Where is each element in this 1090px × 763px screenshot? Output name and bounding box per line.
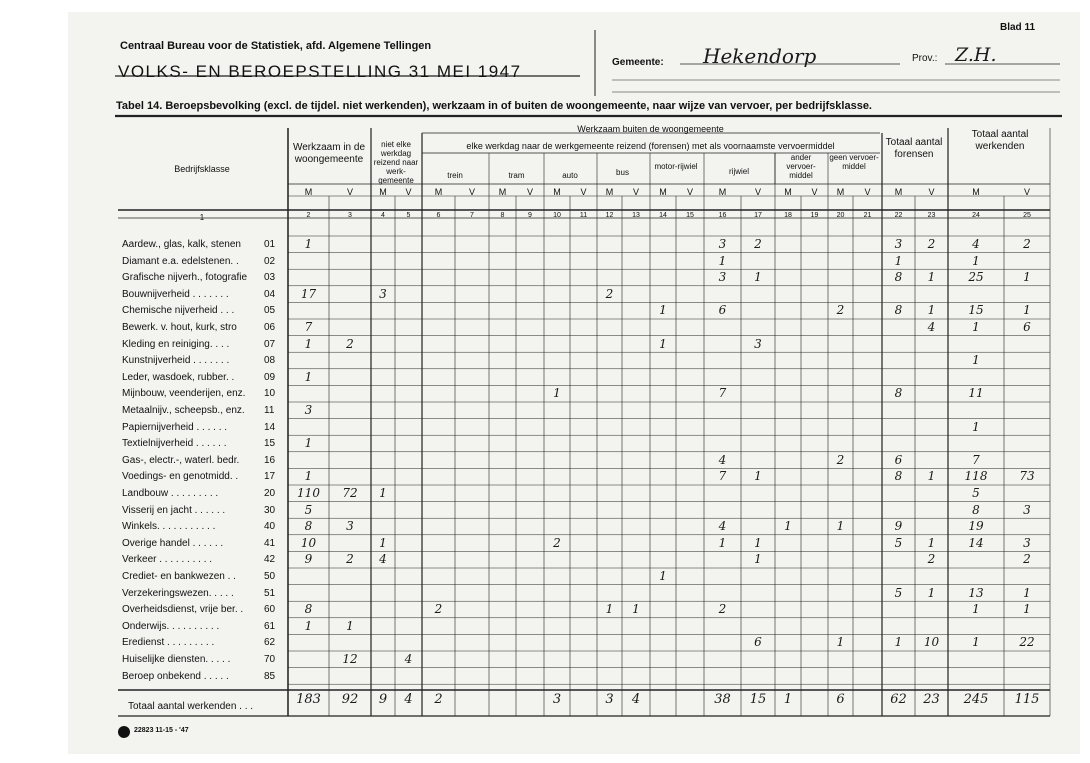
row-code: 50 [264, 571, 276, 582]
table-cell: 2 [718, 602, 727, 617]
mv-header-cell: M [498, 187, 507, 197]
header-motorrijwiel: motor-rijwiel [654, 162, 698, 171]
table-cell: 1 [659, 303, 667, 318]
table-cell: 73 [1019, 469, 1035, 484]
table-cell: 6 [894, 452, 903, 467]
row-code: 15 [264, 438, 276, 450]
mv-header-cell: V [526, 187, 533, 197]
table-cell: 5 [894, 585, 903, 600]
table-cell: 14 [968, 535, 984, 550]
row-code: 10 [264, 388, 276, 400]
table-cell: 1 [346, 618, 354, 633]
column-number: 25 [1023, 212, 1031, 219]
table-cell: 10 [300, 535, 317, 550]
table-cell: 8 [894, 469, 903, 484]
row-label: Mijnbouw, veenderijen, enz. [122, 388, 246, 400]
table-cell: 19 [968, 519, 984, 534]
prov-value: Z.H. [955, 44, 997, 66]
table-cell: 1 [972, 353, 980, 368]
gemeente-label: Gemeente: [612, 57, 664, 68]
print-mark-icon [118, 726, 130, 738]
table-cell: 1 [304, 336, 313, 351]
table-cell: 1 [632, 602, 640, 617]
total-cell: 62 [890, 692, 907, 707]
table-cell: 1 [304, 469, 313, 484]
table-cell: 1 [836, 519, 845, 534]
mv-header-cell: M [434, 187, 443, 197]
total-cell: 15 [749, 692, 767, 707]
table-cell: 1 [894, 635, 903, 650]
table-cell: 1 [659, 336, 667, 351]
table-cell: 12 [342, 652, 358, 666]
table-cell: 7 [304, 320, 313, 334]
mv-header-cell: M [304, 187, 313, 197]
table-cell: 11 [968, 386, 984, 401]
table-cell: 3 [1023, 502, 1031, 517]
row-code: 07 [264, 338, 276, 350]
header-totaal-werkenden: Totaal aantal werkenden [971, 129, 1029, 152]
column-number: 19 [810, 212, 819, 219]
row-label: Metaalnijv., scheepsb., enz. [122, 405, 245, 416]
mv-header-cell: V [811, 187, 818, 197]
row-label: Winkels. . . . . . . . . . . [122, 521, 216, 533]
table-cell: 2 [605, 286, 614, 301]
mv-header-cell: M [553, 187, 561, 197]
row-label: Visserij en jacht . . . . . . [122, 504, 226, 516]
column-number: 6 [436, 212, 441, 219]
bureau-line: Centraal Bureau voor de Statistiek, afd. Algemene Tellingen [120, 40, 432, 52]
table-cell: 2 [927, 237, 936, 251]
table-cell: 1 [718, 253, 727, 268]
row-label: Diamant e.a. edelstenen. . [122, 255, 239, 267]
row-code: 08 [264, 355, 276, 367]
row-code: 09 [264, 371, 276, 383]
table-cell: 1 [927, 535, 936, 550]
header-geen-vervoermiddel: geen vervoer-middel [829, 153, 879, 171]
table-cell: 1 [754, 469, 762, 484]
total-cell: 183 [296, 692, 321, 707]
row-code: 01 [264, 239, 276, 250]
row-code: 42 [264, 554, 276, 566]
table-cell: 1 [718, 535, 727, 550]
mv-header-cell: V [405, 187, 412, 197]
table-cell: 2 [836, 303, 845, 318]
header-niet-elke-werkdag: niet elke werkdag reizend naar werk-gemeente [373, 140, 419, 185]
table-cell: 4 [972, 237, 980, 251]
table-cell: 22 [1019, 635, 1035, 650]
row-label: Bewerk. v. hout, kurk, stro [122, 322, 237, 333]
row-label: Grafische nijverh., fotografie [122, 272, 248, 284]
table-cell: 8 [304, 602, 313, 617]
row-label: Verkeer . . . . . . . . . . [122, 554, 213, 566]
column-number: 10 [553, 212, 561, 219]
row-label: Voedings- en genotmidd. . [122, 471, 239, 483]
column-number: 23 [927, 212, 936, 219]
column-number-1: 1 [199, 213, 205, 222]
table-cell: 6 [754, 635, 762, 650]
table-cell: 1 [605, 602, 614, 617]
row-code: 11 [264, 405, 275, 416]
table-cell: 1 [927, 303, 936, 318]
table-cell: 1 [304, 436, 313, 451]
column-number: 3 [348, 212, 352, 219]
column-number: 11 [579, 212, 588, 219]
table-cell: 9 [894, 519, 903, 534]
table-cell: 1 [304, 237, 313, 251]
table-cell: 2 [836, 452, 845, 467]
row-code: 03 [264, 272, 276, 284]
column-number: 13 [632, 212, 640, 219]
row-code: 70 [264, 654, 276, 665]
mv-header-cell: V [632, 187, 639, 197]
table-cell: 3 [304, 403, 313, 417]
table-cell: 1 [754, 270, 762, 285]
table-cell: 7 [718, 386, 727, 401]
row-label: Overige handel . . . . . . [122, 537, 224, 549]
column-number: 4 [381, 212, 385, 219]
row-code: 41 [264, 537, 276, 549]
table-cell: 3 [379, 286, 387, 301]
mv-header-cell: M [972, 187, 980, 197]
table-cell: 1 [379, 486, 387, 500]
table-cell: 1 [1023, 270, 1031, 285]
total-cell: 9 [378, 692, 388, 707]
table-cell: 1 [894, 253, 903, 268]
table-cell: 1 [972, 635, 980, 650]
table-cell: 2 [1023, 552, 1031, 567]
mv-header-cell: V [754, 187, 761, 197]
table-cell: 1 [1023, 303, 1031, 318]
table-cell: 72 [342, 486, 358, 500]
row-label: Gas-, electr.-, waterl. bedr. [122, 454, 240, 466]
row-label: Chemische nijverheid . . . [122, 305, 235, 317]
table-cell: 5 [304, 502, 313, 517]
table-cell: 2 [434, 602, 443, 617]
header-trein: trein [447, 171, 463, 180]
row-label: Beroep onbekend . . . . . [122, 670, 229, 682]
table-cell: 5 [894, 535, 903, 550]
table-cell: 1 [972, 253, 980, 268]
column-number: 21 [863, 212, 872, 219]
row-label: Landbouw . . . . . . . . . [122, 488, 219, 499]
table-cell: 8 [894, 270, 903, 285]
total-cell: 38 [714, 692, 731, 707]
table-cell: 3 [894, 237, 903, 251]
row-code: 05 [264, 305, 276, 317]
table-cell: 8 [894, 303, 903, 318]
header-elke-werkdag: elke werkdag naar de werkgemeente reizend (forensen) met als voornaamste vervoermiddel [466, 141, 835, 151]
row-code: 85 [264, 670, 276, 682]
header-rijwiel: rijwiel [729, 167, 749, 176]
row-code: 20 [264, 488, 276, 499]
table-cell: 10 [923, 635, 940, 650]
row-code: 17 [264, 471, 276, 483]
table-cell: 4 [718, 452, 727, 467]
row-label: Textielnijverheid . . . . . . [122, 438, 227, 450]
total-cell: 23 [923, 692, 940, 707]
row-code: 61 [264, 620, 276, 632]
table-cell: 118 [964, 469, 988, 484]
table-title: Tabel 14. Beroepsbevolking (excl. de tijdel. niet werkenden), werkzaam in of buiten de woongemeente, naar wijze van vervoer, per bedrijfsklasse. [116, 100, 872, 112]
table-cell: 2 [553, 535, 561, 550]
table-cell: 9 [304, 552, 313, 567]
table-cell: 8 [304, 519, 313, 534]
table-cell: 1 [784, 519, 792, 534]
header-buiten: Werkzaam buiten de woongemeente [577, 124, 724, 134]
table-cell: 1 [304, 618, 313, 633]
header-werkzaam-in: Werkzaam in de woongemeente [292, 142, 366, 165]
prov-label: Prov.: [912, 53, 938, 64]
table-cell: 3 [1023, 535, 1031, 550]
column-number: 5 [406, 212, 411, 219]
total-cell: 115 [1014, 692, 1040, 707]
blad-number: Blad 11 [1000, 22, 1036, 33]
mv-header-cell: M [784, 187, 792, 197]
column-number: 15 [686, 212, 694, 219]
table-cell: 4 [927, 320, 936, 334]
table-cell: 1 [972, 320, 980, 334]
table-cell: 1 [927, 270, 936, 285]
mv-header-cell: V [686, 187, 693, 197]
row-label: Kleding en reiniging. . . . [122, 338, 230, 350]
table-cell: 15 [968, 303, 984, 318]
table-cell: 4 [404, 652, 413, 666]
census-title: VOLKS- EN BEROEPSTELLING 31 MEI 1947 [118, 62, 522, 81]
row-label: Aardew., glas, kalk, stenen [122, 239, 241, 250]
total-cell: 2 [434, 692, 443, 707]
table-cell: 1 [927, 585, 936, 600]
header-ander-vervoermiddel: ander vervoer-middel [786, 153, 816, 180]
total-cell: 6 [836, 692, 845, 707]
header-auto: auto [562, 171, 578, 180]
table-cell: 1 [1023, 602, 1031, 617]
row-code: 60 [264, 604, 276, 616]
table-cell: 2 [1023, 237, 1031, 251]
row-code: 06 [264, 322, 276, 333]
header-bus: bus [616, 168, 629, 177]
row-label: Bouwnijverheid . . . . . . . [122, 288, 229, 300]
total-cell: 4 [404, 692, 413, 707]
header-totaal-forensen: Totaal aantal forensen [885, 137, 943, 160]
row-code: 02 [264, 255, 276, 267]
table-cell: 2 [927, 552, 936, 567]
column-number: 14 [659, 212, 667, 219]
total-cell: 3 [605, 692, 614, 707]
mv-header-cell: V [580, 187, 587, 197]
table-cell: 1 [304, 369, 313, 384]
row-code: 51 [264, 587, 276, 599]
table-cell: 3 [718, 270, 727, 285]
table-cell: 2 [346, 552, 354, 567]
table-cell: 1 [754, 552, 762, 567]
mv-header-cell: M [894, 187, 903, 197]
mv-header-cell: V [864, 187, 871, 197]
table-cell: 25 [968, 270, 984, 285]
mv-header-cell: M [718, 187, 727, 197]
mv-header-cell: M [379, 187, 387, 197]
mv-header-cell: V [468, 187, 475, 197]
table-cell: 8 [894, 386, 903, 401]
row-code: 62 [264, 637, 276, 649]
column-number: 16 [718, 212, 727, 219]
column-number: 7 [470, 212, 474, 219]
row-label: Crediet- en bankwezen . . [122, 571, 236, 582]
column-number: 8 [500, 212, 505, 219]
row-code: 16 [264, 454, 276, 466]
mv-header-cell: M [659, 187, 667, 197]
table-cell: 1 [1023, 585, 1031, 600]
column-number: 9 [528, 212, 532, 219]
table-cell: 1 [927, 469, 936, 484]
table-cell: 1 [972, 419, 980, 434]
table-cell: 1 [836, 635, 845, 650]
table-cell: 17 [300, 286, 317, 301]
row-code: 30 [264, 504, 276, 516]
table-cell: 7 [972, 452, 980, 467]
column-number: 17 [754, 212, 762, 219]
column-number: 24 [972, 212, 980, 219]
mv-header-cell: V [346, 187, 353, 197]
table-cell: 1 [553, 386, 561, 401]
column-number: 20 [836, 212, 845, 219]
row-label: Leder, wasdoek, rubber. . [122, 371, 235, 383]
column-number: 22 [894, 212, 903, 219]
table-cell: 5 [972, 486, 980, 500]
table-cell: 4 [718, 519, 727, 534]
table-cell: 6 [718, 303, 727, 318]
table-cell: 13 [968, 585, 984, 600]
row-label: Overheidsdienst, vrije ber. . [122, 604, 244, 616]
row-label: Papiernijverheid . . . . . . [122, 421, 228, 433]
table-cell: 3 [754, 336, 762, 351]
total-cell: 4 [631, 692, 641, 707]
table-cell: 4 [379, 552, 387, 567]
row-code: 14 [264, 421, 276, 433]
total-cell: 92 [341, 692, 359, 707]
table-cell: 110 [297, 486, 320, 500]
print-code: 22823 11-15 - '47 [134, 727, 189, 734]
table-cell: 6 [1023, 320, 1031, 334]
row-label: Eredienst . . . . . . . . . [122, 637, 215, 649]
row-code: 40 [264, 521, 276, 533]
header-tram: tram [508, 171, 525, 180]
row-label: Kunstnijverheid . . . . . . . [122, 355, 230, 367]
total-cell: 3 [552, 692, 562, 707]
table-cell: 1 [754, 535, 762, 550]
row-label: Huiselijke diensten. . . . . [122, 654, 231, 665]
mv-header-cell: V [928, 187, 935, 197]
row-label: Verzekeringswezen. . . . . [122, 587, 234, 599]
table-cell: 3 [346, 519, 354, 534]
table-cell: 8 [972, 502, 980, 517]
table-cell: 1 [972, 602, 980, 617]
table-cell: 2 [754, 237, 762, 251]
mv-header-cell: V [1023, 187, 1030, 197]
table-cell: 3 [718, 237, 727, 251]
column-number: 18 [784, 212, 792, 219]
total-cell: 1 [783, 692, 793, 707]
table-cell: 7 [718, 469, 727, 484]
table-cell: 1 [379, 535, 387, 550]
total-cell: 245 [963, 692, 989, 707]
table-cell: 2 [346, 336, 354, 351]
table-cell: 1 [659, 569, 667, 583]
header-bedrijfsklasse: Bedrijfsklasse [174, 164, 230, 174]
column-number: 12 [605, 212, 614, 219]
mv-header-cell: M [605, 187, 614, 197]
row-code: 04 [264, 288, 276, 300]
row-label: Onderwijs. . . . . . . . . . [122, 620, 220, 632]
gemeente-value: Hekendorp [703, 44, 817, 68]
mv-header-cell: M [836, 187, 845, 197]
column-number: 2 [306, 212, 311, 219]
totals-label: Totaal aantal werkenden . . . [128, 701, 254, 712]
